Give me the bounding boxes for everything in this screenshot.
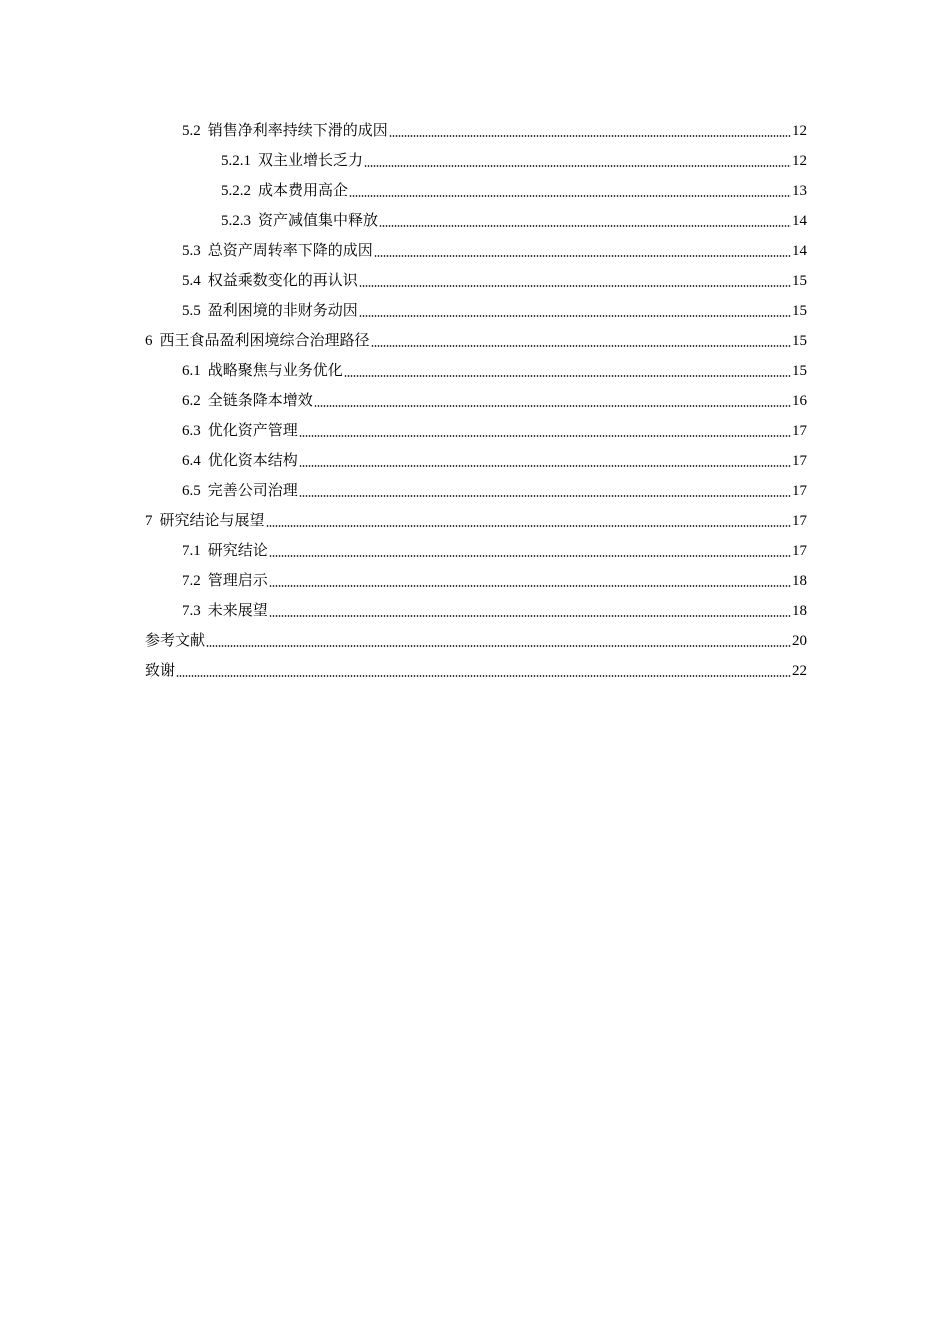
toc-entry-page: 13 [792,183,807,199]
toc-entry-title: 参考文献 [145,633,206,649]
toc-dot-leader [374,255,791,257]
toc-entry-number: 5.2.3 [221,213,251,229]
toc-entry[interactable] [0,266,950,296]
toc-entry[interactable] [0,506,950,536]
toc-dot-leader [314,405,791,407]
toc-entry[interactable] [0,626,950,656]
toc-entry-page: 17 [792,423,807,439]
toc-entry-number: 7 [145,513,153,529]
toc-entry-title: 总资产周转率下降的成因 [207,243,373,259]
toc-entry-number: 5.5 [182,303,201,319]
toc-entry[interactable] [0,416,950,446]
toc-entry[interactable] [0,446,950,476]
toc-entry[interactable] [0,176,950,206]
toc-dot-leader [269,615,791,617]
toc-entry-title: 西王食品盈利困境综合治理路径 [159,333,370,349]
toc-dot-leader [299,435,791,437]
toc-entry-page: 22 [792,663,807,679]
toc-entry-page: 20 [792,633,807,649]
toc-entry-number: 5.2.2 [221,183,251,199]
toc-entry-title: 权益乘数变化的再认识 [207,273,358,289]
toc-dot-leader [299,495,791,497]
toc-entry[interactable] [0,326,950,356]
toc-entry-title: 优化资本结构 [207,453,298,469]
toc-entry[interactable] [0,536,950,566]
toc-entry-number: 6.1 [182,363,201,379]
toc-entry[interactable] [0,656,950,686]
toc-entry-number: 7.1 [182,543,201,559]
toc-dot-leader [389,135,791,137]
toc-entry-title: 研究结论与展望 [159,513,265,529]
toc-entry[interactable] [0,116,950,146]
toc-entry-title: 研究结论 [207,543,268,559]
toc-entry-title: 双主业增长乏力 [258,153,364,169]
toc-entry-number: 6.4 [182,453,201,469]
toc-entry[interactable] [0,596,950,626]
toc-entry-page: 15 [792,363,807,379]
toc-entry-title: 销售净利率持续下滑的成因 [207,123,388,139]
toc-entry[interactable] [0,236,950,266]
toc-entry-title: 全链条降本增效 [207,393,313,409]
toc-entry-page: 15 [792,303,807,319]
toc-entry-title: 致谢 [145,663,176,679]
toc-dot-leader [364,165,791,167]
toc-entry[interactable] [0,146,950,176]
toc-entry-number: 5.2.1 [221,153,251,169]
toc-entry-title: 资产减值集中释放 [258,213,379,229]
toc-entry-number: 7.3 [182,603,201,619]
toc-entry[interactable] [0,296,950,326]
toc-dot-leader [206,645,791,647]
toc-entry-number: 7.2 [182,573,201,589]
toc-entry[interactable] [0,356,950,386]
toc-entry-title: 未来展望 [207,603,268,619]
toc-entry-title: 完善公司治理 [207,483,298,499]
toc-entry-page: 17 [792,453,807,469]
toc-dot-leader [269,585,791,587]
toc-entry-title: 管理启示 [207,573,268,589]
toc-entry-number: 5.2 [182,123,201,139]
toc-entry-page: 17 [792,543,807,559]
toc-entry[interactable] [0,206,950,236]
toc-entry-page: 17 [792,513,807,529]
toc-entry-page: 17 [792,483,807,499]
toc-entry-page: 18 [792,603,807,619]
toc-dot-leader [379,225,791,227]
toc-entry-number: 6.3 [182,423,201,439]
toc-dot-leader [266,525,791,527]
toc-dot-leader [349,195,791,197]
toc-entry-title: 战略聚焦与业务优化 [207,363,343,379]
toc-entry-page: 12 [792,123,807,139]
toc-dot-leader [299,465,791,467]
toc-entry[interactable] [0,386,950,416]
toc-entry-page: 18 [792,573,807,589]
toc-dot-leader [359,315,791,317]
toc-entry-title: 优化资产管理 [207,423,298,439]
toc-entry-page: 14 [792,213,807,229]
toc-entry[interactable] [0,476,950,506]
toc-entry-page: 15 [792,333,807,349]
toc-entry-number: 5.4 [182,273,201,289]
table-of-contents [0,116,950,686]
toc-entry-number: 6.5 [182,483,201,499]
toc-entry-page: 16 [792,393,807,409]
toc-entry-number: 6.2 [182,393,201,409]
toc-dot-leader [371,345,791,347]
toc-entry-title: 盈利困境的非财务动因 [207,303,358,319]
toc-entry-number: 6 [145,333,153,349]
toc-dot-leader [359,285,791,287]
toc-dot-leader [176,675,791,677]
toc-entry-page: 15 [792,273,807,289]
toc-entry-page: 14 [792,243,807,259]
toc-entry-title: 成本费用高企 [258,183,349,199]
toc-dot-leader [344,375,791,377]
toc-entry[interactable] [0,566,950,596]
toc-entry-number: 5.3 [182,243,201,259]
toc-dot-leader [269,555,791,557]
toc-entry-page: 12 [792,153,807,169]
